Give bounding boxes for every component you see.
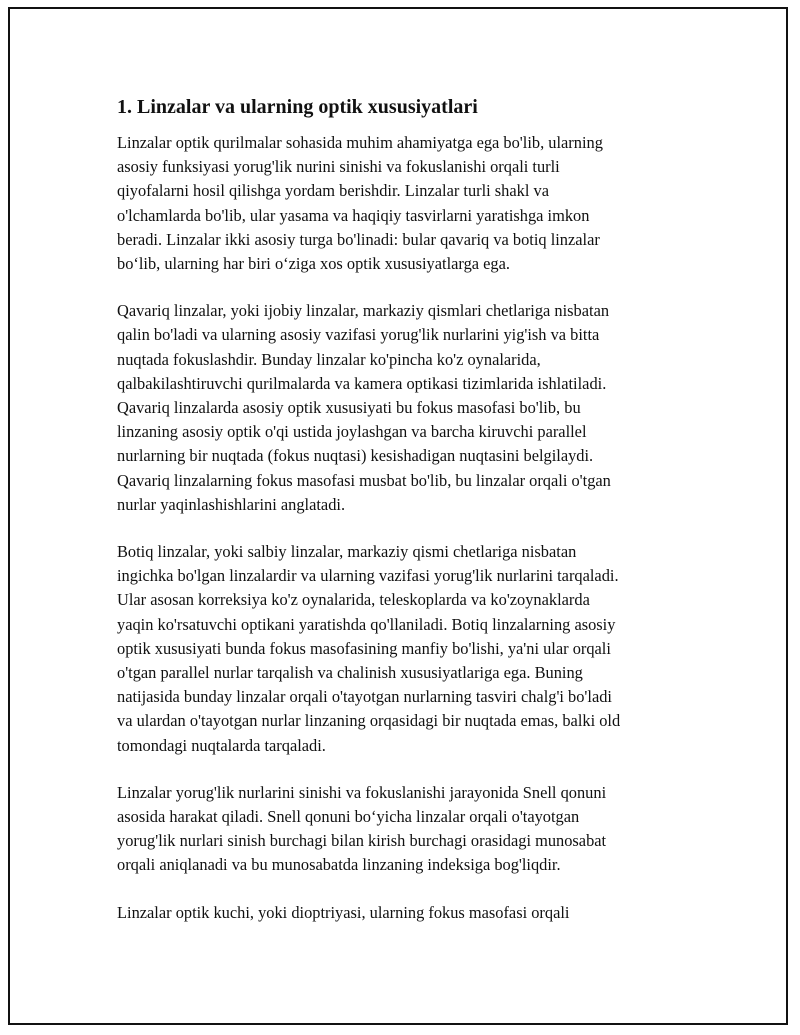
document-body bbox=[117, 95, 697, 948]
paragraph-concave-lenses: Botiq linzalar, yoki salbiy linzalar, markaziy qismi chetlariga nisbatan ingichka bo'lgan linzalardir va ularning vazifasi yorug'lik nurlarini tarqaladi. Ular asosan korreksiya ko'z oynalarida, teleskoplarda va ko'zoynaklarda yaqin ko'rsatuvchi optikani yaratishda qo'llaniladi. Botiq linzalarning asosiy optik xususiyati bunda fokus masofasining manfiy bo'lishi, ya'ni ular orqali o'tgan parallel nurlar tarqalish va chalinish xususiyatlariga ega. Buning natijasida bunday linzalar orqali o'tayotgan nurlarning tasviri chalg'i bo'ladi va ulardan o'tayotgan nurlar linzaning orqasidagi bir nuqtada emas, balki old tomondagi nuqtalarda tarqaladi. bbox=[117, 542, 621, 755]
paragraph-convex-lenses: Qavariq linzalar, yoki ijobiy linzalar, markaziy qismlari chetlariga nisbatan qalin bo'ladi va ularning asosiy vazifasi yorug'lik nurlarini yig'ish va bitta nuqtada fokuslashdir. Bunday linzalar ko'pincha ko'z oynalarida, qalbakilashtiruvchi qurilmalarda va kamera optikasi tizimlarida ishlatiladi. Qavariq linzalarda asosiy optik xususiyati bu fokus masofasi bo'lib, bu linzaning asosiy optik o'qi ustida joylashgan va barcha kiruvchi parallel nurlarning bir nuqtada (fokus nuqtasi) kesishadigan nuqtasini belgilaydi. Qavariq linzalarning fokus masofasi musbat bo'lib, bu linzalar orqali o'tgan nurlar yaqinlashishlarini anglatadi. bbox=[117, 301, 611, 514]
paragraph-snell-law: Linzalar yorug'lik nurlarini sinishi va fokuslanishi jarayonida Snell qonuni asosida harakat qiladi. Snell qonuni bo‘yicha linzalar orqali o'tayotgan yorug'lik nurlari sinish burchagi bilan kirish burchagi orasidagi munosabat orqali aniqlanadi va bu munosabatda linzaning indeksiga bog'liqdir. bbox=[117, 782, 607, 875]
paragraph-intro: Linzalar optik qurilmalar sohasida muhim ahamiyatga ega bo'lib, ularning asosiy funksiyasi yorug'lik nurini sinishi va fokuslanishi orqali turli qiyofalarni hosil qilishga yordam berishdir. Linzalar turli shakl va o'lchamlarda bo'lib, ular yasama va haqiqiy tasvirlarni yaratishga imkon beradi. Linzalar ikki asosiy turga bo'linadi: bular qavariq va botiq linzalar bo‘lib, ularning har biri o‘ziga xos optik xususiyatlarga ega. bbox=[117, 133, 603, 274]
paragraph-optical-power: Linzalar optik kuchi, yoki dioptriyasi, ularning fokus masofasi orqali bbox=[117, 902, 570, 922]
section-title: 1. Linzalar va ularning optik xususiyatlari bbox=[117, 96, 478, 118]
